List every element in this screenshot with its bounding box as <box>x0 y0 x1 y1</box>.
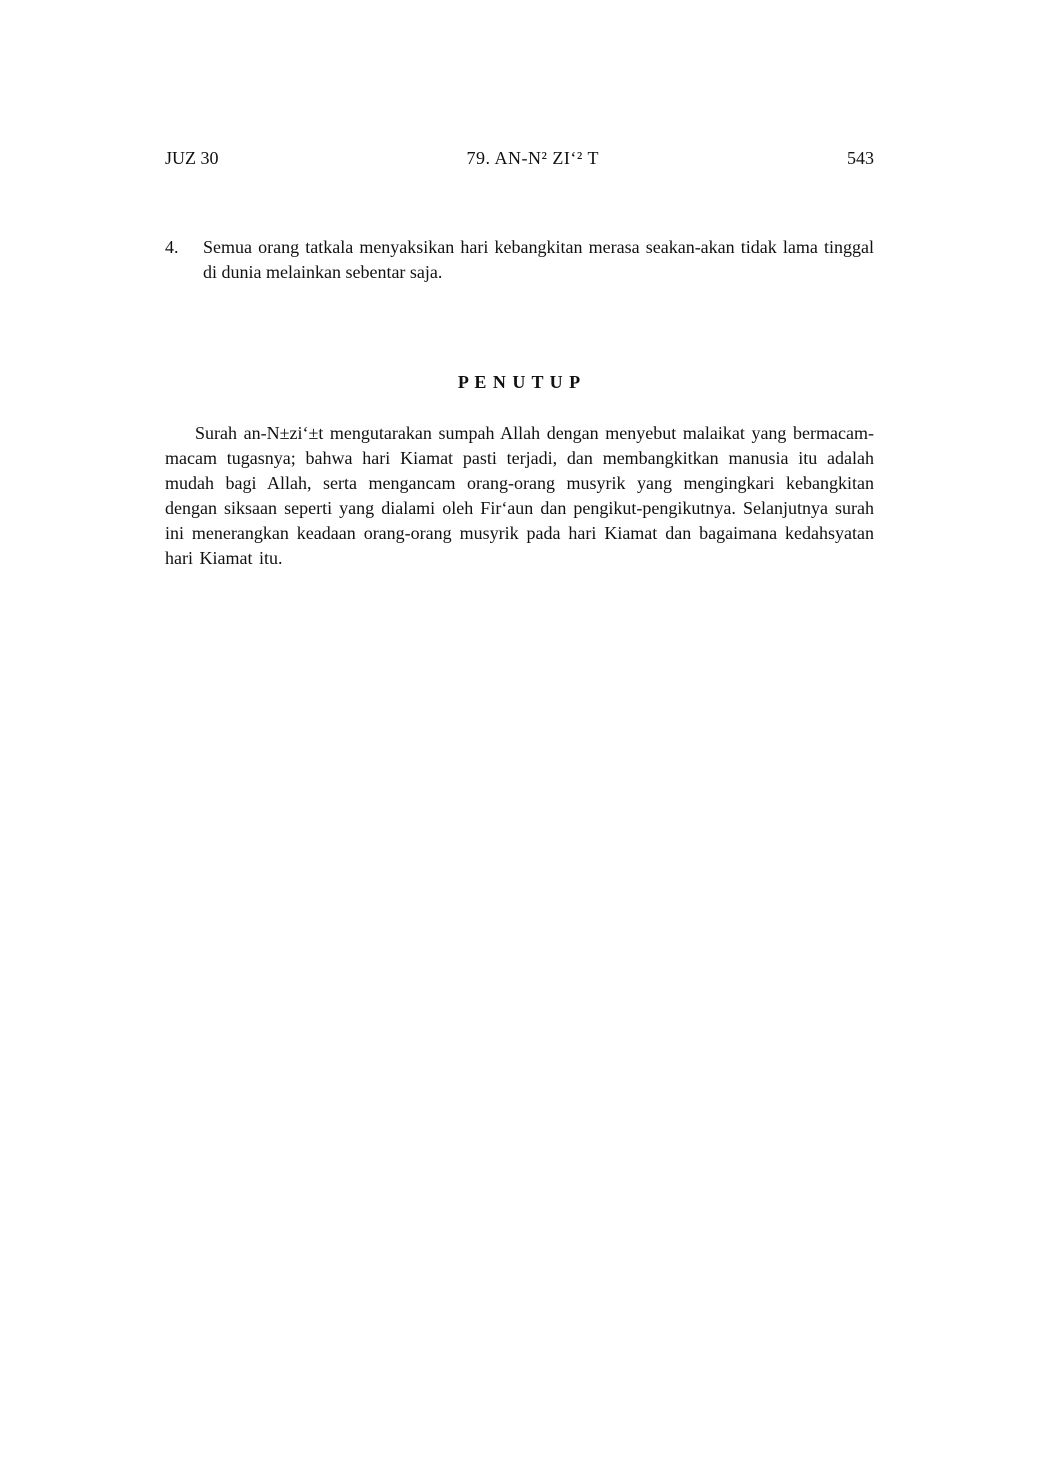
list-item-text: Semua orang tatkala menyaksikan hari kebangkitan merasa seakan-akan tidak lama tinggal di dunia melainkan sebentar saja. <box>203 237 874 282</box>
header-surah-title: 79. AN-N² ZI‘² T <box>466 148 599 168</box>
page-number: 543 <box>847 148 874 168</box>
list-item-4 <box>165 235 874 285</box>
list-item-number: 4. <box>165 237 179 257</box>
page-header <box>165 146 874 171</box>
section-heading-penutup: P E N U T U P <box>457 372 582 392</box>
header-juz-label: JUZ 30 <box>165 148 219 168</box>
closing-paragraph: Surah an-N±zi‘±t mengutarakan sumpah Allah dengan menyebut malaikat yang bermacam-macam tugasnya; bahwa hari Kiamat pasti terjadi, dan membangkitkan manusia itu adalah mudah bagi Allah, serta mengancam orang-orang musyrik yang mengingkari kebangkitan dengan siksaan seperti yang dialami oleh Fir‘aun dan pengikut-pengikutnya. Selanjutnya surah ini menerangkan keadaan orang-orang musyrik pada hari Kiamat dan bagaimana kedahsyatan hari Kiamat itu. <box>165 423 874 568</box>
